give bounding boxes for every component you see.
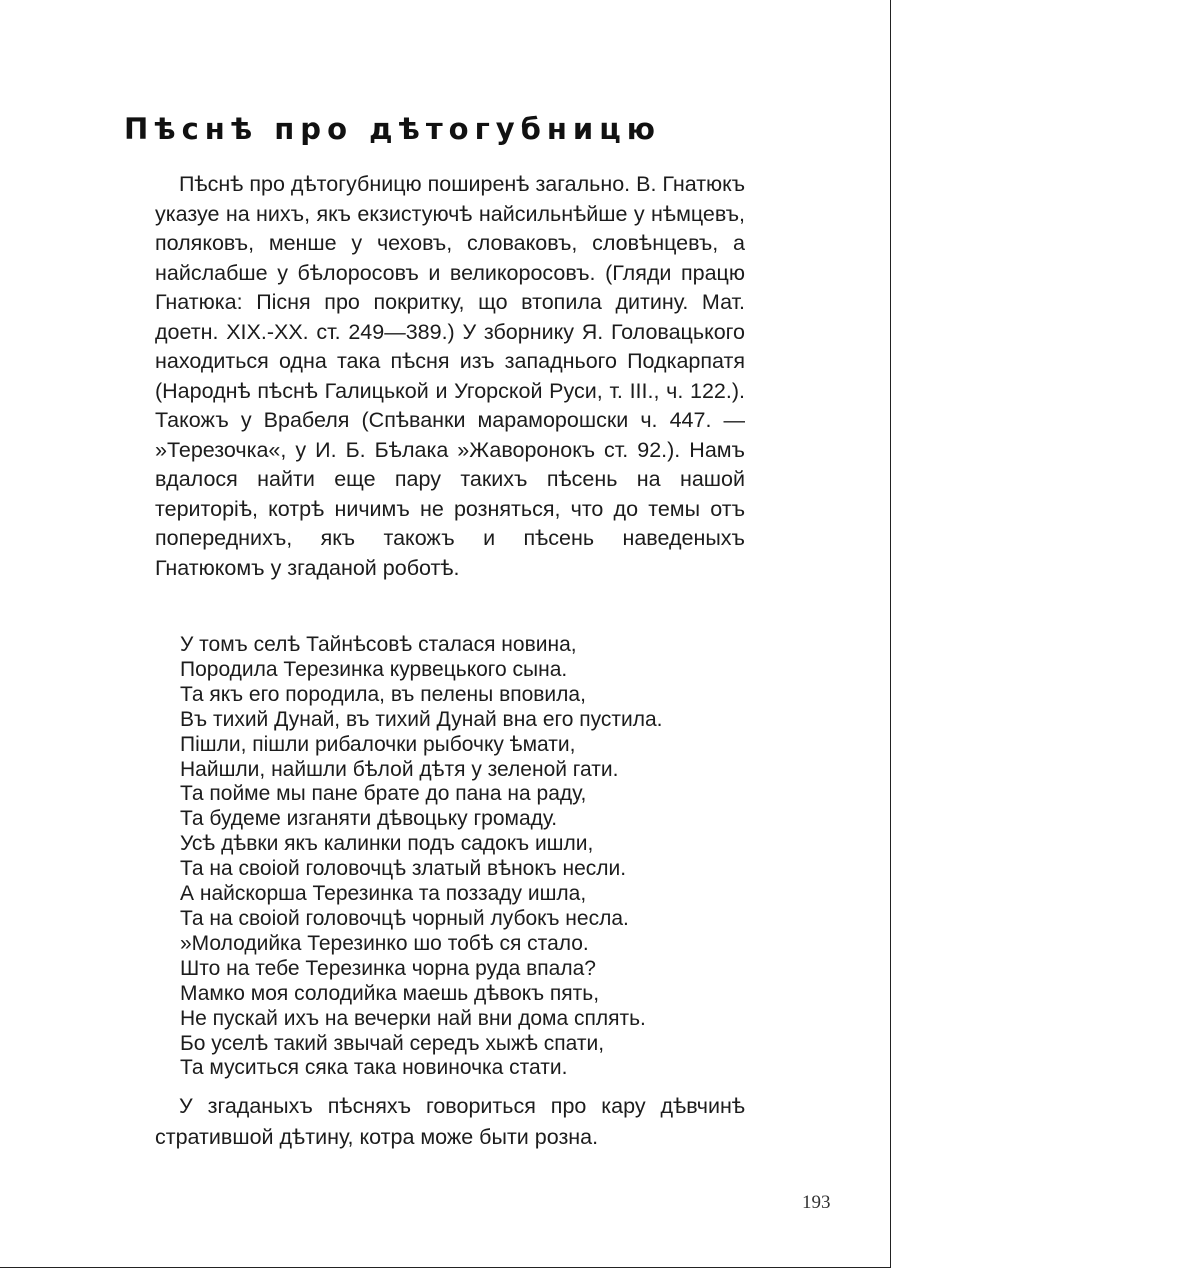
verse-line: Што на тебе Терезинка чорна руда впала? (180, 956, 596, 980)
verse-line: Та на своiой головочцѣ чорный лубокъ несла. (180, 906, 629, 930)
page-number: 193 (802, 1192, 831, 1213)
page-title: Пѣснѣ про дѣтогубницю (124, 112, 661, 146)
song-verse (180, 633, 760, 1081)
verse-line: »Молодийка Терезинко шо тобѣ ся стало. (180, 931, 589, 955)
verse-line: Въ тихий Дунай, въ тихий Дунай вна его пустила. (180, 707, 663, 731)
verse-line: Усѣ дѣвки якъ калинки подъ садокъ ишли, (180, 832, 594, 856)
verse-line: Та муситься сяка така новиночка стати. (180, 1056, 568, 1080)
intro-paragraph: Пѣснѣ про дѣтогубницю поширенѣ загально. В. Гнатюкъ указуе на нихъ, якъ екзистуючѣ найсильнѣйше у нѣмцевъ, поляковъ, менше у чеховъ, словаковъ, словѣнцевъ, а найслабше у бѣлоросовъ и великоросовъ. (Гляди працю Гнатюка: Пiсня про покритку, що втопила дитину. Мат. доетн. XIX.-XX. ст. 249—389.) У зборнику Я. Головацького находиться одна така пѣсня изъ западнього Подкарпатя (Народнѣ пѣснѣ Галицькой и Угорской Руси, т. III., ч. 122.). Такожъ у Врабеля (Спѣванки мараморошски ч. 447. — »Терезочка«, у И. Б. Бѣлака »Жаворонокъ ст. 92.). Намъ вдалося найти еще пару такихъ пѣсень на нашой територiѣ, котрѣ ничимъ не рознятьcя, что до темы отъ попереднихъ, якъ такожъ и пѣсень наведеныхъ Гнатюкомъ у згаданой роботѣ. (155, 172, 746, 580)
verse-line: Породила Терезинка курвецького сына. (180, 657, 568, 681)
closing-paragraph: У згаданыхъ пѣсняхъ говориться про кару дѣвчинѣ стратившой дѣтину, котра може быти розна. (155, 1094, 745, 1149)
verse-line: Пiшли, пiшли рибалочки рыбочку ѣмати, (180, 732, 576, 756)
verse-line: Мамко моя солодийка маешь дѣвокъ пять, (180, 981, 600, 1005)
verse-line: Та якъ его породила, въ пелены вповила, (180, 682, 586, 706)
verse-line: Та на своiой головочцѣ златый вѣнокъ несли. (180, 857, 627, 881)
verse-line: Найшли, найшли бѣлой дѣтя у зеленой гати. (180, 757, 619, 781)
verse-line: Та будеме изганяти дѣвоцьку громаду. (180, 807, 558, 831)
verse-line: Бо уселѣ такий звычай середъ хыжѣ спати, (180, 1031, 605, 1055)
verse-line: Не пускай ихъ на вечерки най вни дома сплять. (180, 1006, 646, 1030)
verse-line: У томъ селѣ Тайнѣсовѣ сталася новина, (180, 633, 577, 656)
verse-line: Та пойме мы пане брате до пана на раду, (180, 782, 587, 806)
verse-line: А найскорша Терезинка та поззаду ишла, (180, 882, 587, 906)
